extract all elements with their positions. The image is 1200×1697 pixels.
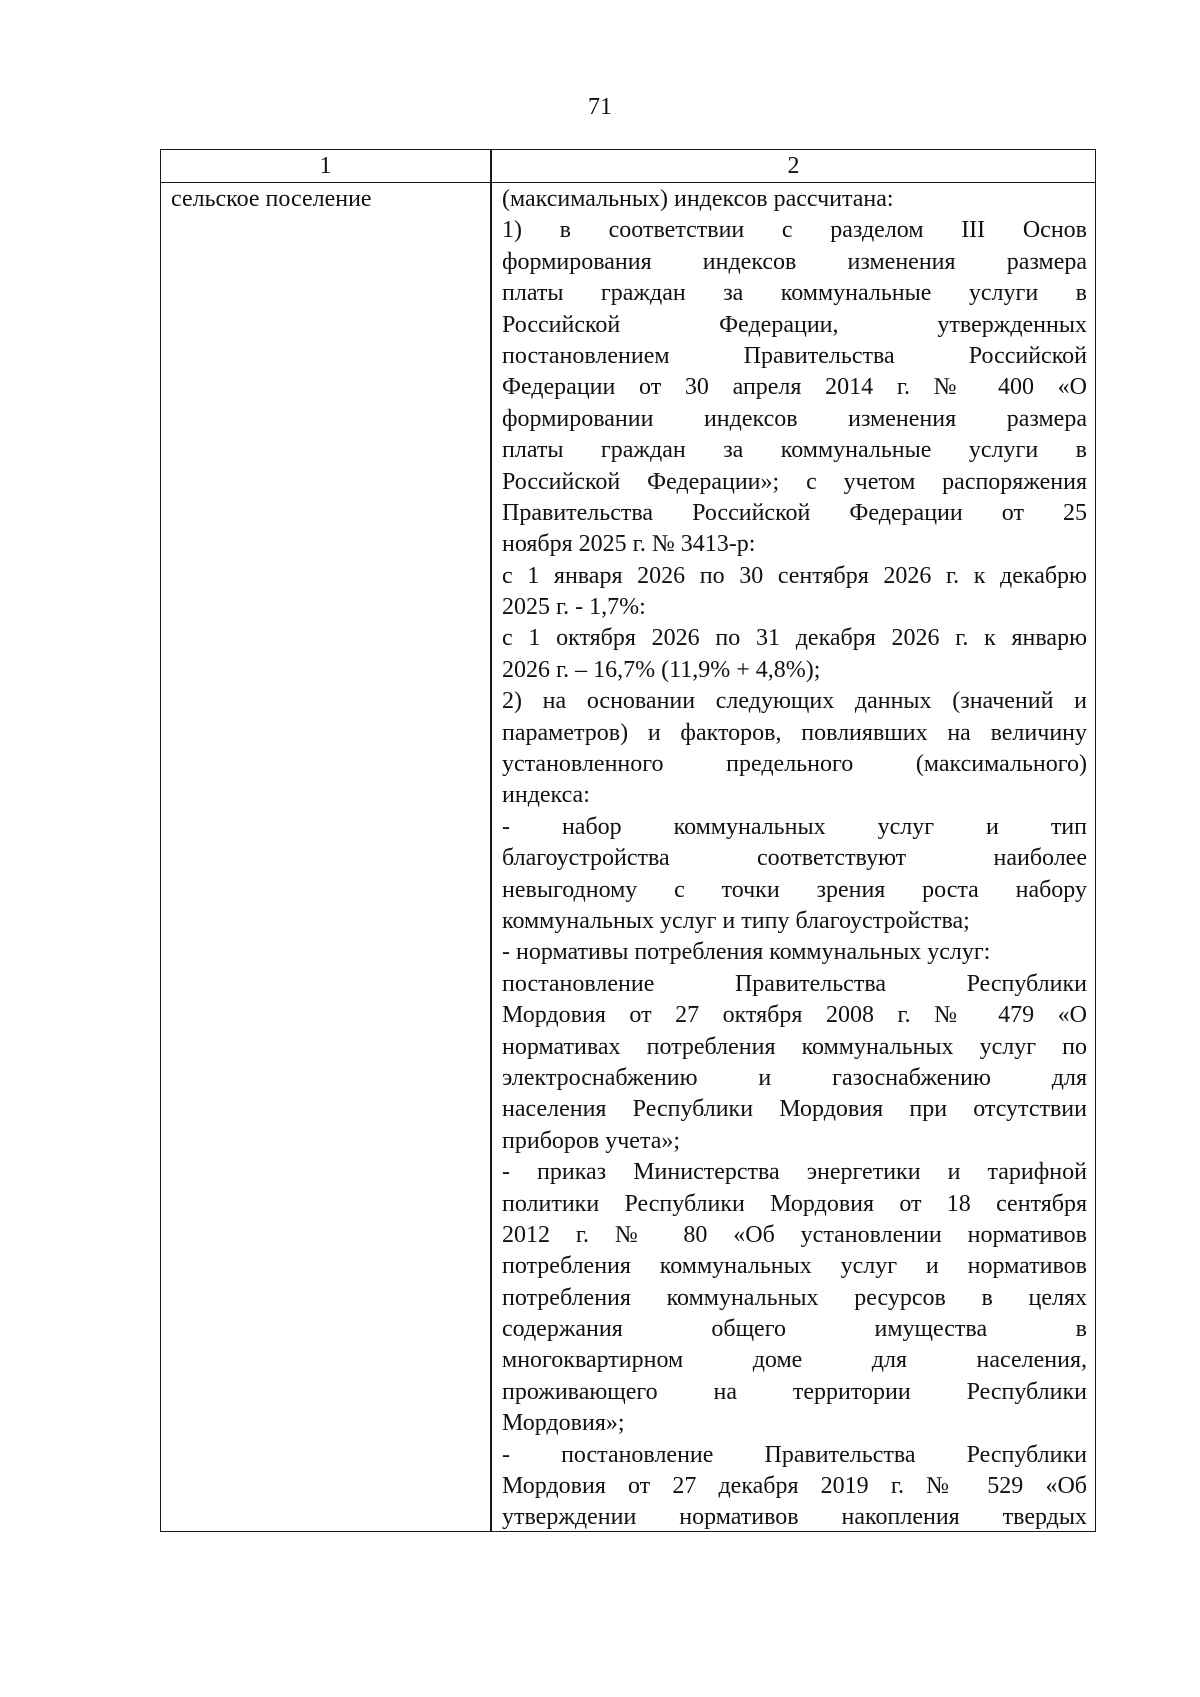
text-line: благоустройства соответствуют наиболее (502, 845, 1087, 872)
text-line: Мордовия от 27 декабря 2019 г. № 529 «Об (502, 1473, 1087, 1500)
text-line: 2) на основании следующих данных (значений и (502, 688, 1087, 715)
text-line: утверждении нормативов накопления твердых (502, 1504, 1087, 1530)
text-line: 1) в соответствии с разделом III Основ (502, 217, 1087, 244)
table-cell-municipality: сельское поселение (171, 186, 372, 212)
text-line: постановлением Правительства Российской (502, 342, 1087, 369)
text-line: нормативах потребления коммунальных услуг по (502, 1033, 1087, 1060)
text-line: политики Республики Мордовия от 18 сентября (502, 1190, 1087, 1217)
text-line: установленного предельного (максимального) (502, 751, 1087, 778)
text-line: населения Республики Мордовия при отсутствии (502, 1096, 1087, 1123)
text-line: формирования индексов изменения размера (502, 248, 1087, 275)
text-line: Российской Федерации»; с учетом распоряжения (502, 468, 1087, 495)
text-line: с 1 октября 2026 по 31 декабря 2026 г. к январю (502, 625, 1087, 652)
table-header-col-1: 1 (319, 153, 332, 179)
text-line: Федерации от 30 апреля 2014 г. № 400 «О (502, 374, 1087, 401)
text-line: формировании индексов изменения размера (502, 405, 1087, 432)
text-line: 2025 г. - 1,7%: (502, 594, 646, 621)
text-line: с 1 января 2026 по 30 сентября 2026 г. к декабрю (502, 562, 1087, 589)
text-line: - набор коммунальных услуг и тип (502, 813, 1087, 840)
text-line: индекса: (502, 782, 590, 809)
text-line: 2026 г. – 16,7% (11,9% + 4,8%); (502, 656, 821, 683)
text-line: Российской Федерации, утвержденных (502, 311, 1087, 338)
text-line: параметров) и факторов, повлиявших на величину (502, 719, 1087, 746)
text-line: проживающего на территории Республики (502, 1378, 1087, 1405)
page-number: 71 (588, 94, 612, 120)
table-header-col-2: 2 (787, 153, 800, 179)
document-table (160, 149, 1096, 1532)
text-line: платы граждан за коммунальные услуги в (502, 280, 1087, 307)
text-line: Правительства Российской Федерации от 25 (502, 499, 1087, 526)
text-line: содержания общего имущества в (502, 1316, 1087, 1343)
column-divider (490, 150, 492, 1531)
text-line: постановление Правительства Республики (502, 970, 1087, 997)
text-line: - нормативы потребления коммунальных услуг: (502, 939, 991, 966)
text-line: 2012 г. № 80 «Об установлении нормативов (502, 1221, 1087, 1248)
table-header-row (161, 150, 1095, 183)
table-cell-description (502, 184, 1087, 1530)
text-line: невыгодному с точки зрения роста набору (502, 876, 1087, 903)
text-line: (максимальных) индексов рассчитана: (502, 186, 894, 212)
text-line: Мордовия от 27 октября 2008 г. № 479 «О (502, 1002, 1087, 1029)
text-line: потребления коммунальных услуг и нормативов (502, 1253, 1087, 1280)
text-line: ноября 2025 г. № 3413-р: (502, 531, 756, 558)
text-line: потребления коммунальных ресурсов в целях (502, 1284, 1087, 1311)
text-line: электроснабжению и газоснабжению для (502, 1064, 1087, 1091)
text-line: - приказ Министерства энергетики и тарифной (502, 1159, 1087, 1186)
text-line: платы граждан за коммунальные услуги в (502, 437, 1087, 464)
text-line: Мордовия»; (502, 1410, 625, 1437)
text-line: многоквартирном доме для населения, (502, 1347, 1087, 1374)
text-line: - постановление Правительства Республики (502, 1441, 1087, 1468)
text-line: коммунальных услуг и типу благоустройства; (502, 907, 970, 934)
text-line: приборов учета»; (502, 1127, 681, 1154)
